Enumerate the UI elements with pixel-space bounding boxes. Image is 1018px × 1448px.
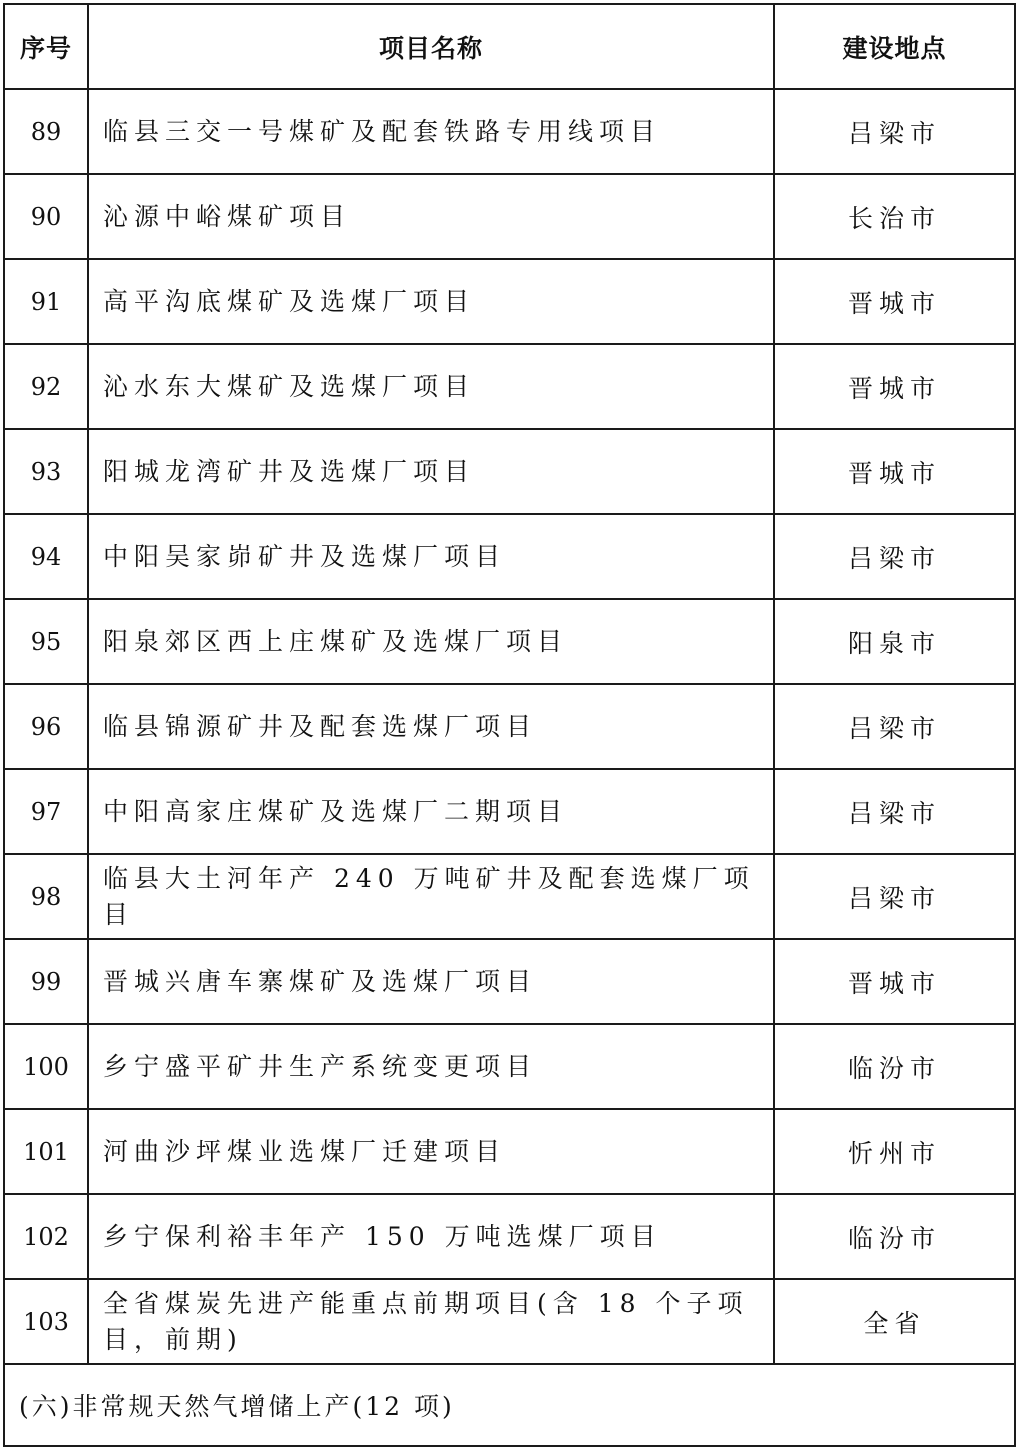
row-location: 全省 [774,1279,1015,1364]
row-name: 沁水东大煤矿及选煤厂项目 [88,344,774,429]
section-heading-row [4,1364,1015,1446]
row-name: 沁源中峪煤矿项目 [88,174,774,259]
row-location: 临汾市 [774,1194,1015,1279]
row-location: 长治市 [774,174,1015,259]
row-no: 92 [4,344,88,429]
row-no: 93 [4,429,88,514]
table-row [4,344,1015,429]
row-no: 100 [4,1024,88,1109]
table-row [4,1279,1015,1364]
row-name: 高平沟底煤矿及选煤厂项目 [88,259,774,344]
section-title: (六)非常规天然气增储上产(12 项) [4,1364,1015,1446]
row-location: 吕梁市 [774,514,1015,599]
row-location: 晋城市 [774,259,1015,344]
table-row [4,1194,1015,1279]
header-no: 序号 [4,4,88,89]
row-no: 96 [4,684,88,769]
table-row [4,89,1015,174]
row-location: 晋城市 [774,939,1015,1024]
row-name: 乡宁盛平矿井生产系统变更项目 [88,1024,774,1109]
table-row [4,259,1015,344]
row-location: 吕梁市 [774,684,1015,769]
table-header-row [4,4,1015,89]
table-row [4,514,1015,599]
row-name: 乡宁保利裕丰年产 150 万吨选煤厂项目 [88,1194,774,1279]
row-name: 中阳吴家峁矿井及选煤厂项目 [88,514,774,599]
table-row [4,599,1015,684]
row-location: 临汾市 [774,1024,1015,1109]
row-no: 90 [4,174,88,259]
row-name: 河曲沙坪煤业选煤厂迁建项目 [88,1109,774,1194]
table-row [4,769,1015,854]
row-location: 吕梁市 [774,854,1015,939]
row-location: 阳泉市 [774,599,1015,684]
row-no: 97 [4,769,88,854]
row-name: 临县锦源矿井及配套选煤厂项目 [88,684,774,769]
row-name: 临县大土河年产 240 万吨矿井及配套选煤厂项目 [88,854,774,939]
row-location: 晋城市 [774,429,1015,514]
row-no: 91 [4,259,88,344]
row-no: 103 [4,1279,88,1364]
project-table [3,3,1016,1447]
row-no: 102 [4,1194,88,1279]
header-name: 项目名称 [88,4,774,89]
table-row [4,854,1015,939]
row-location: 吕梁市 [774,89,1015,174]
table-row [4,1109,1015,1194]
row-location: 忻州市 [774,1109,1015,1194]
row-no: 95 [4,599,88,684]
row-name: 阳城龙湾矿井及选煤厂项目 [88,429,774,514]
row-location: 晋城市 [774,344,1015,429]
row-name: 临县三交一号煤矿及配套铁路专用线项目 [88,89,774,174]
table-row [4,684,1015,769]
table-row [4,939,1015,1024]
row-no: 94 [4,514,88,599]
row-no: 98 [4,854,88,939]
header-location: 建设地点 [774,4,1015,89]
table-row [4,1024,1015,1109]
row-name: 全省煤炭先进产能重点前期项目(含 18 个子项目，前期) [88,1279,774,1364]
row-name: 中阳高家庄煤矿及选煤厂二期项目 [88,769,774,854]
table-row [4,174,1015,259]
row-no: 101 [4,1109,88,1194]
row-name: 晋城兴唐车寨煤矿及选煤厂项目 [88,939,774,1024]
row-name: 阳泉郊区西上庄煤矿及选煤厂项目 [88,599,774,684]
row-no: 99 [4,939,88,1024]
row-location: 吕梁市 [774,769,1015,854]
row-no: 89 [4,89,88,174]
table-row [4,429,1015,514]
